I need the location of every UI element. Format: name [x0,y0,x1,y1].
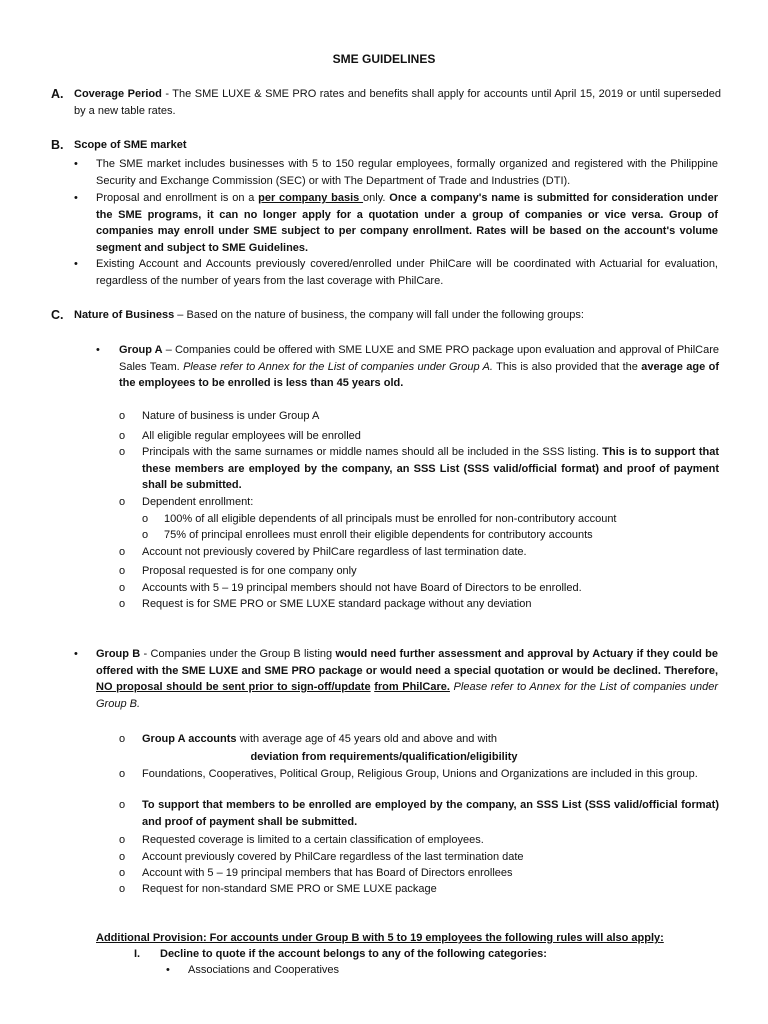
group-b-text: Group B - Companies under the Group B listing would need further assessment and approval by Actuary if they could be offered with the SME LUXE and SME PRO package or would need a special quotation or would be declined. Therefore, NO proposal should be sent prior to sign-off/update from PhilCare. Please refer to Annex for the List of companies under Group B. [96,648,718,710]
list-item: o Account not previously covered by PhilCare regardless of last termination date. [119,546,527,558]
group-b [74,646,718,712]
list-item [74,156,718,189]
bullet-mark: • [74,192,78,204]
list-item: o Group A accounts with average age of 45 years old and above and with [119,733,498,745]
group-a-text: Group A – Companies could be offered with SME LUXE and SME PRO package upon evaluation and approval of PhilCare Sales Team. Please refer to Annex for the List of companies under Group A. This is also provided that the average age of the employees to be enrolled is less than 45 years old. [119,344,720,389]
document-title: SME GUIDELINES [332,52,436,66]
list-item [74,190,718,256]
section-letter: A. [51,87,64,101]
section-a [51,86,721,119]
list-item: o Principals with the same surnames or middle names should all be included in the SSS listing. This is to support that these members are employed by the company, an SSS List (SSS valid/official format) and proof of payment shall be submitted. [119,446,719,491]
list-item: o Foundations, Cooperatives, Political Group, Religious Group, Unions and Organizations are included in this group. [119,768,698,780]
list-item: I. Decline to quote if the account belongs to any of the following categories: [134,948,547,960]
list-item-text: Existing Account and Accounts previously covered/enrolled under PhilCare will be coordinated with Actuarial for evaluation, regardless of the number of years from the last coverage with PhilCare. [96,258,718,287]
list-item-text: Proposal and enrollment is on a per company basis only. Once a company's name is submitted for consideration under the SME programs, it can no longer apply for a quotation under a group of companies or vice versa. Group of companies may enroll under SME subject to per company enrollment. Rates will be based on the account's volume segment and subject to SME Guidelines. [96,192,719,254]
list-item: o 75% of principal enrollees must enroll their eligible dependents for contributory accounts [142,529,593,541]
section-letter: C. [51,308,64,322]
bullet-mark: • [74,158,78,170]
bullet-mark: • [74,648,78,660]
list-item [74,256,718,289]
group-a [96,342,719,392]
group-b-deviation-line: deviation from requirements/qualification/eligibility [250,751,518,763]
list-item: o To support that members to be enrolled are employed by the company, an SSS List (SSS valid/official format) and proof of payment shall be submitted. [119,799,719,828]
list-item: o Nature of business is under Group A [119,410,320,422]
section-heading: Nature of Business [74,309,175,321]
list-item: o Requested coverage is limited to a certain classification of employees. [119,834,484,846]
list-item: o Request for non-standard SME PRO or SME LUXE package [119,883,437,895]
list-item: • Associations and Cooperatives [166,964,340,976]
list-item: o 100% of all eligible dependents of all principals must be enrolled for non-contributory account [142,513,617,525]
section-c [51,307,721,324]
list-item: o Dependent enrollment: [119,496,254,508]
section-heading: Scope of SME market [74,139,187,151]
section-text: – Based on the nature of business, the company will fall under the following groups: [174,309,584,321]
section-letter: B. [51,138,64,152]
section-heading: Coverage Period [74,88,162,100]
list-item: o Request is for SME PRO or SME LUXE standard package without any deviation [119,598,532,610]
list-item: o Account with 5 – 19 principal members that has Board of Directors enrollees [119,867,513,879]
bullet-mark: • [96,344,100,356]
section-b [51,137,721,154]
list-item: o Account previously covered by PhilCare regardless of the last termination date [119,851,524,863]
list-item: o All eligible regular employees will be enrolled [119,430,361,442]
list-item: o Accounts with 5 – 19 principal members should not have Board of Directors to be enrolled. [119,582,582,594]
list-item: o Proposal requested is for one company only [119,565,357,577]
bullet-mark: • [74,258,78,270]
additional-provision-heading: Additional Provision: For accounts under Group B with 5 to 19 employees the following rules will also apply: [96,932,664,944]
section-text: - The SME LUXE & SME PRO rates and benefits shall apply for accounts until April 15, 2019 or until superseded by a new table rates. [74,88,721,117]
list-item-text: The SME market includes businesses with 5 to 150 regular employees, formally organized and registered with the Philippine Security and Exchange Commission (SEC) or with The Department of Trade and Industries (DTI). [96,158,718,187]
